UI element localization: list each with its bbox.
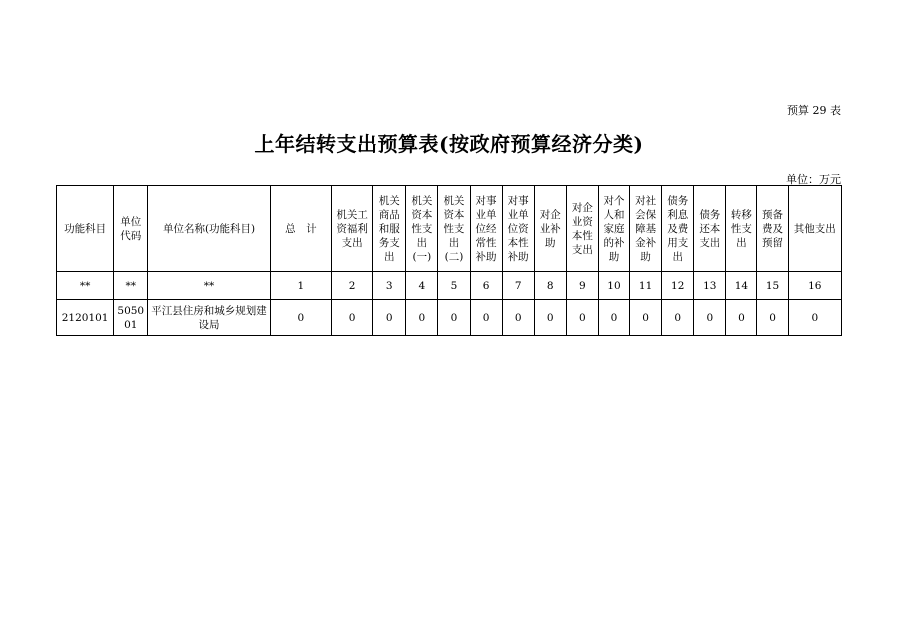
index-cell: 12 — [662, 272, 694, 300]
value-cell: 0 — [502, 300, 534, 336]
value-cell: 0 — [757, 300, 788, 336]
column-header: 预备费及预留 — [757, 186, 788, 272]
index-cell: 10 — [598, 272, 629, 300]
value-cell: 0 — [788, 300, 841, 336]
column-header: 机关资本性支出(一) — [406, 186, 438, 272]
index-cell: 3 — [373, 272, 406, 300]
function-code-cell: 2120101 — [57, 300, 114, 336]
column-header: 转移性支出 — [726, 186, 757, 272]
index-cell: 4 — [406, 272, 438, 300]
value-cell: 0 — [332, 300, 373, 336]
value-cell: 0 — [470, 300, 502, 336]
column-header: 机关工资福利支出 — [332, 186, 373, 272]
index-cell: 11 — [630, 272, 662, 300]
column-header: 债务还本支出 — [694, 186, 726, 272]
index-cell: 9 — [566, 272, 598, 300]
index-cell: 6 — [470, 272, 502, 300]
column-header: 对企业资本性支出 — [566, 186, 598, 272]
column-header: 对社会保障基金补助 — [630, 186, 662, 272]
index-cell: 15 — [757, 272, 788, 300]
column-header: 对个人和家庭的补助 — [598, 186, 629, 272]
unit-label: 单位：万元 — [786, 173, 841, 186]
column-header: 机关资本性支出(二) — [438, 186, 470, 272]
index-cell: 7 — [502, 272, 534, 300]
index-cell: 16 — [788, 272, 841, 300]
index-cell: 5 — [438, 272, 470, 300]
value-cell: 0 — [726, 300, 757, 336]
value-cell: 0 — [598, 300, 629, 336]
index-cell: 14 — [726, 272, 757, 300]
value-cell: 0 — [406, 300, 438, 336]
value-cell: 0 — [630, 300, 662, 336]
column-header: 对企业补助 — [534, 186, 566, 272]
unit-name-cell: 平江县住房和城乡规划建设局 — [148, 300, 270, 336]
value-cell: 0 — [270, 300, 331, 336]
budget-table — [56, 185, 842, 336]
column-header: 单位代码 — [114, 186, 148, 272]
value-cell: 0 — [566, 300, 598, 336]
column-header: 机关商品和服务支出 — [373, 186, 406, 272]
column-header: 单位名称(功能科目) — [148, 186, 270, 272]
index-cell: 2 — [332, 272, 373, 300]
value-cell: 0 — [534, 300, 566, 336]
column-header: 其他支出 — [788, 186, 841, 272]
index-cell: 8 — [534, 272, 566, 300]
value-cell: 0 — [662, 300, 694, 336]
page-title: 上年结转支出预算表(按政府预算经济分类) — [254, 132, 644, 156]
column-header: 对事业单位资本性补助 — [502, 186, 534, 272]
table-row — [57, 300, 842, 336]
form-code: 预算 29 表 — [787, 104, 841, 117]
column-header: 债务利息及费用支出 — [662, 186, 694, 272]
value-cell: 0 — [438, 300, 470, 336]
index-cell: 1 — [270, 272, 331, 300]
unit-code-cell: 505001 — [114, 300, 148, 336]
index-row — [57, 272, 842, 300]
index-cell: 13 — [694, 272, 726, 300]
value-cell: 0 — [694, 300, 726, 336]
index-cell: ** — [114, 272, 148, 300]
header-row — [57, 186, 842, 272]
index-cell: ** — [57, 272, 114, 300]
column-header: 功能科目 — [57, 186, 114, 272]
column-header: 对事业单位经常性补助 — [470, 186, 502, 272]
column-header: 总 计 — [270, 186, 331, 272]
index-cell: ** — [148, 272, 270, 300]
value-cell: 0 — [373, 300, 406, 336]
